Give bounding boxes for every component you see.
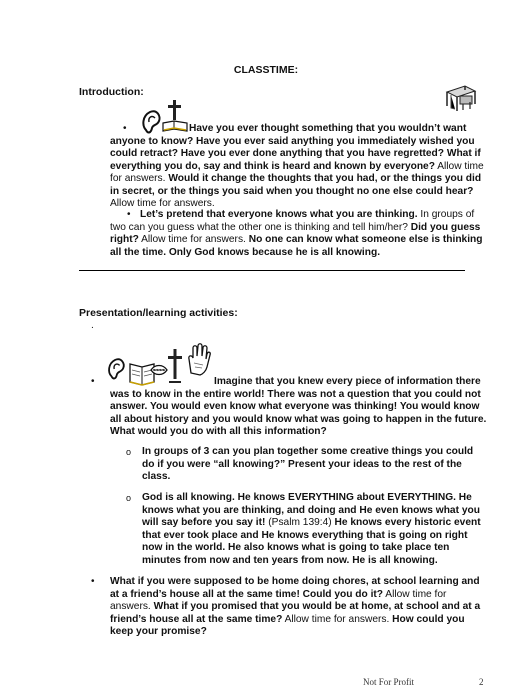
- pres-item-2-normal: Allow time for answers.: [110, 588, 447, 612]
- intro-item-1-bold2: Would it change the thoughts that you had, or the things you did in secret, or the things you said when you thought no one else could hear?: [110, 173, 482, 197]
- intro-item-2-normal: In groups of two can you guess what the other one is thinking and tell him/her?: [110, 209, 475, 233]
- intro-item-1-bold: Have you ever thought something that you wouldn’t want anyone to know? Have you ever said anything you immediately wished you could retract? Have you ever done anything that you have regretted? What if everything you do, say and think is heard and known by everyone?: [110, 123, 481, 172]
- hand-icon: [185, 343, 211, 377]
- intro-item-2-normal2: Allow time for answers.: [138, 234, 246, 245]
- bullet-marker: •: [127, 209, 131, 220]
- intro-item-2: [110, 209, 487, 259]
- intro-item-1-normal: Allow time for answers.: [110, 160, 484, 184]
- sub-item-2-normal: (Psalm 139:4): [265, 517, 332, 528]
- pres-item-2-bold2: What if you promised that you would be at home, at school and at a friend’s house all at the same time?: [110, 601, 481, 625]
- sub-item-1: In groups of 3 can you plan together some creative things you could do if you were “all knowing?” Present your ideas to the rest of the class.: [142, 446, 474, 482]
- stray-dot: .: [91, 320, 94, 331]
- intro-item-2-bold2: Did you guess right?: [110, 221, 481, 245]
- sub-item-2-bold2: He knows every historic event that ever took place and He knows everything that is going on right now in the world. He also knows what is going to take place ten minutes from now and ten years from now. He is all knowing.: [142, 517, 481, 566]
- pres-item-2-bold: What if you were supposed to be home doing chores, at school learning and at a friend’s house all at the same time! Could you do it?: [110, 576, 480, 600]
- sub-item-2: [142, 492, 482, 567]
- presentation-heading: Presentation/learning activities:: [79, 307, 238, 319]
- footer-note: Not For Profit: [363, 677, 415, 687]
- intro-item-2-bold3: No one can know what someone else is thinking all the time. Only God knows because he is all knowing.: [110, 234, 483, 258]
- pres-item-2-bold3: How could you keep your promise?: [110, 613, 465, 637]
- sub-bullet-marker: o: [126, 447, 132, 457]
- intro-item-2-bold: Let’s pretend that everyone knows what you are thinking.: [140, 209, 418, 220]
- intro-item-1: [110, 123, 487, 211]
- pres-item-1: Imagine that you knew every piece of information there was to know in the entire world! There was not a question that you could not answer. You would even know what everyone was thinking! You would know all about history and you would know what was going to happen in the future. What would you do with all this information?: [110, 376, 487, 437]
- sub-bullet-marker: o: [126, 493, 132, 503]
- page-title: CLASSTIME:: [233, 64, 299, 76]
- page-number: 2: [479, 677, 484, 687]
- bullet-marker: •: [91, 376, 95, 387]
- intro-heading: Introduction:: [79, 86, 144, 98]
- section-divider: [79, 270, 465, 271]
- intro-item-1-normal2: Allow time for answers.: [110, 198, 215, 209]
- sub-item-2-bold: God is all knowing. He knows EVERYTHING about EVERYTHING. He knows what you are thinking, and doing and He even knows what you will say before you say it!: [142, 492, 480, 528]
- bullet-marker: •: [123, 123, 127, 134]
- pres-item-2: [110, 576, 487, 639]
- pres-item-2-normal2: Allow time for answers.: [282, 613, 390, 625]
- desk-icon: [443, 82, 477, 112]
- bullet-marker: •: [91, 576, 95, 587]
